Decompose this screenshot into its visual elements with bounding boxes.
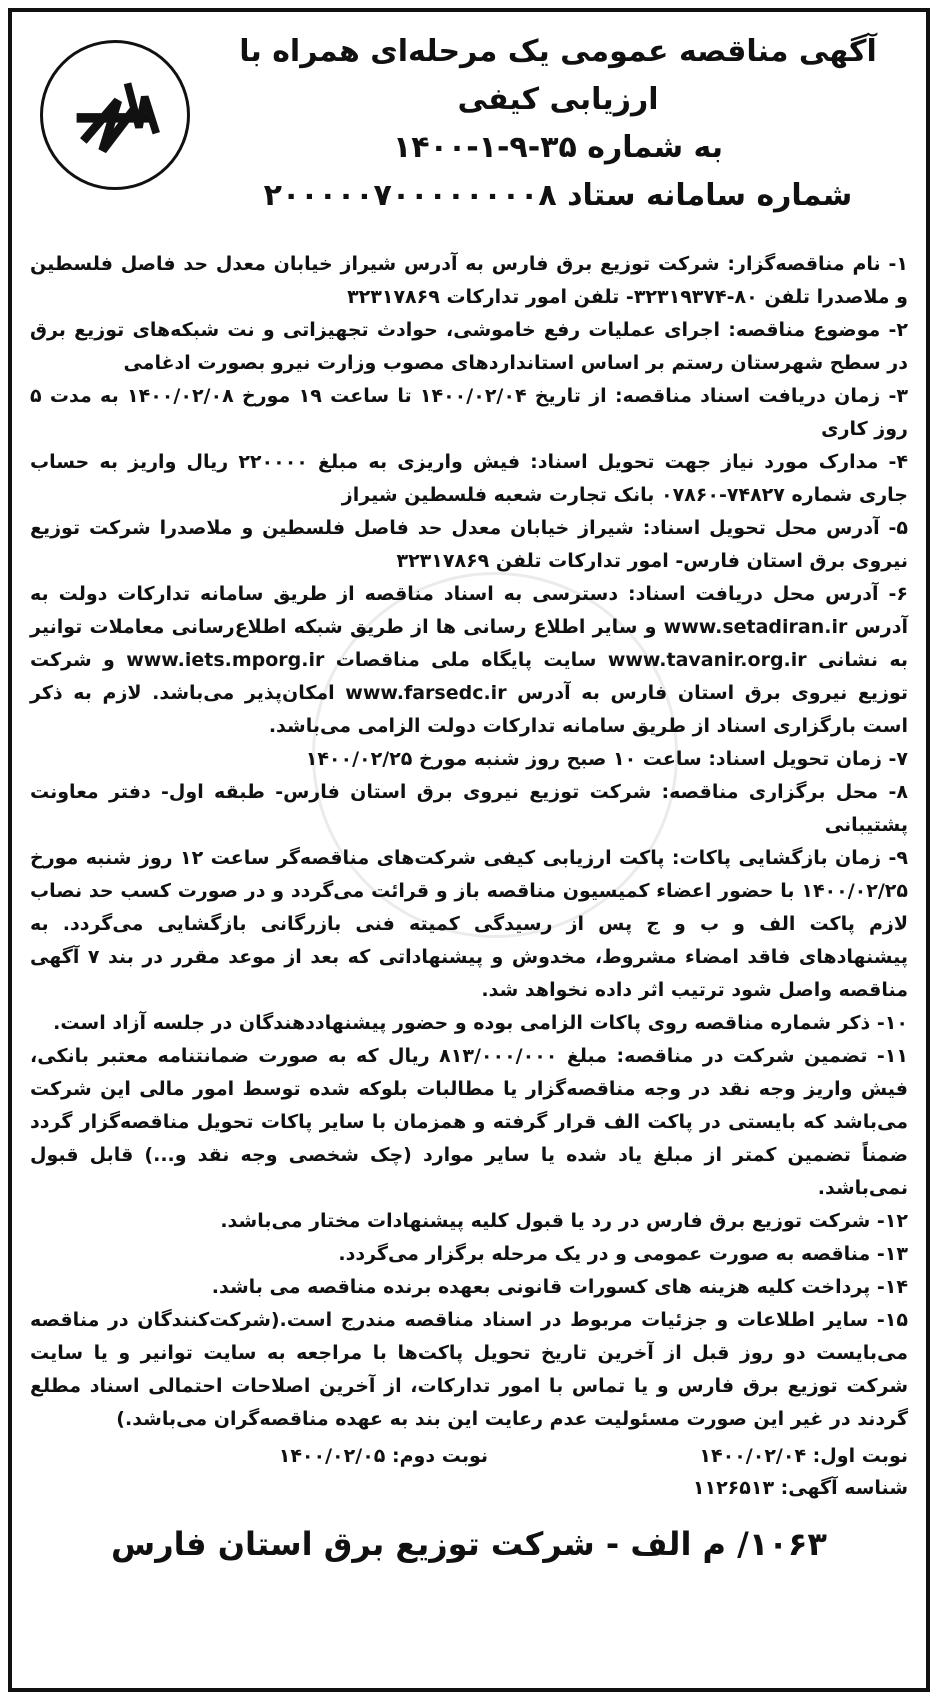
notice-frame [8,8,930,1692]
notice-item-5: ۵- آدرس محل تحویل اسناد: شیراز خیابان معدل حد فاصل فلسطین و ملاصدرا شرکت توزیع نیروی برق استان فارس- امور تدارکات تلفن ۳۲۳۱۷۸۶۹ [30,517,908,572]
notice-item-13: ۱۳- مناقصه به صورت عمومی و در یک مرحله برگزار می‌گردد. [338,1243,908,1265]
first-publication-date: نوبت اول: ۱۴۰۰/۰۲/۰۴ [699,1445,908,1467]
notice-item-7: ۷- زمان تحویل اسناد: ساعت ۱۰ صبح روز شنبه مورخ ۱۴۰۰/۰۲/۲۵ [305,748,908,770]
notice-item-8: ۸- محل برگزاری مناقصه: شرکت توزیع نیروی برق استان فارس- طبقه اول- دفتر معاونت پشتیبانی [30,781,908,836]
notice-title-line-1: آگهی مناقصه عمومی یک مرحله‌ای همراه با [239,34,877,69]
notice-item-12: ۱۲- شرکت توزیع برق فارس در رد یا قبول کلیه پیشنهادات مختار می‌باشد. [220,1210,908,1232]
notice-item-10: ۱۰- ذکر شماره مناقصه روی پاکات الزامی بوده و حضور پیشنهاددهندگان در جلسه آزاد است. [53,1012,908,1034]
notice-id: شناسه آگهی: ۱۱۲۶۵۱۳ [692,1477,908,1499]
company-logo [40,40,190,190]
tender-number: به شماره ۳۵-۹-۱-۱۴۰۰ [392,130,724,165]
notice-item-3: ۳- زمان دریافت اسناد مناقصه: از تاریخ ۱۴۰۰/۰۲/۰۴ تا ساعت ۱۹ مورخ ۱۴۰۰/۰۲/۰۸ به مدت ۵ روز کاری [30,385,908,440]
second-publication-date: نوبت دوم: ۱۴۰۰/۰۲/۰۵ [278,1445,488,1467]
notice-title-line-2: ارزیابی کیفی [457,82,659,117]
notice-title-block [208,28,908,220]
notice-item-9: ۹- زمان بازگشایی پاکات: پاکت ارزیابی کیفی شرکت‌های مناقصه‌گر ساعت ۱۲ روز شنبه مورخ ۱۴۰۰/۰۲/۲۵ با حضور اعضاء کمیسیون مناقصه باز و قرائت می‌گردد و در صورت کسب حد نصاب لازم پاکت الف و ب و ج پس از رسیدگی کمیته فنی بازرگانی بازگشایی می‌گردد. به پیشنهادهای فاقد امضاء مشروط، مخدوش و پیشنهاداتی که بعد از موعد مقرر در بند ۷ آگهی مناقصه واصل شود ترتیب اثر داده نخواهد شد. [30,847,908,1001]
notice-item-1: ۱- نام مناقصه‌گزار: شرکت توزیع برق فارس به آدرس شیراز خیابان معدل حد فاصل فلسطین و ملاصدرا تلفن ۸۰-۳۲۳۱۹۳۷۴- تلفن امور تدارکات ۳۲۳۱۷۸۶۹ [30,253,908,308]
notice-item-15: ۱۵- سایر اطلاعات و جزئیات مربوط در اسناد مناقصه مندرج است.(شرکت‌کنندگان در مناقصه می‌بایست دو روز قبل از آخرین تاریخ تحویل پاکت‌ها با مراجعه به سایت توانیر و یا سایت شرکت توزیع برق فارس و یا تماس با امور تدارکات، از آخرین اصلاحات احتمالی اسناد مطلع گردند در غیر این صورت مسئولیت عدم رعایت این بند به عهده مناقصه‌گران می‌باشد.) [30,1309,908,1430]
notice-header [30,28,908,248]
publication-meta [30,1440,908,1504]
notice-item-4: ۴- مدارک مورد نیاز جهت تحویل اسناد: فیش واریزی به مبلغ ۲۲۰۰۰۰ ریال واریز به حساب جاری شماره ۷۴۸۲۷-۰۷۸۶۰ بانک تجارت شعبه فلسطین شیراز [30,451,908,506]
notice-signature: ۱۰۶۳/ م الف - شرکت توزیع برق استان فارس [111,1525,827,1563]
notice-item-2: ۲- موضوع مناقصه: اجرای عملیات رفع خاموشی، حوادث تجهیزاتی و نت شبکه‌های توزیع برق در سطح شهرستان رستم بر اساس استانداردهای مصوب وزارت نیرو بصورت ادغامی [30,319,908,374]
notice-body [30,248,908,1436]
notice-item-11: ۱۱- تضمین شرکت در مناقصه: مبلغ ۸۱۳/۰۰۰/۰۰۰ ریال که به صورت ضمانتنامه معتبر بانکی، فیش واریز وجه نقد در وجه مناقصه‌گزار یا مطالبات بلوکه شده توسط امور مالی این شرکت می‌باشد که بایستی در پاکت الف قرار گرفته و همزمان با سایر پاکات تحویل مناقصه‌گزار گردد ضمناً تضمین کمتر از مبلغ یاد شده یا سایر موارد (چک شخصی وجه نقد و...) قابل قبول نمی‌باشد. [30,1045,908,1199]
setad-number: شماره سامانه ستاد ۲۰۰۰۰۰۷۰۰۰۰۰۰۰۰۸ [263,178,853,213]
notice-item-14: ۱۴- پرداخت کلیه هزینه های کسورات قانونی بعهده برنده مناقصه می باشد. [211,1276,908,1298]
notice-item-6: ۶- آدرس محل دریافت اسناد: دسترسی به اسناد مناقصه از طریق سامانه تدارکات دولت به آدرس www.setadiran.ir و سایر اطلاع رسانی ها از طریق شبکه اطلاع‌رسانی معاملات توانیر به نشانی www.tavanir.org.ir سایت پایگاه ملی مناقصات www.iets.mporg.ir و شرکت توزیع نیروی برق استان فارس به آدرس www.farsedc.ir امکان‌پذیر می‌باشد. لازم به ذکر است بارگزاری اسناد از طریق سامانه تدارکات دولت الزامی می‌باشد. [30,583,909,737]
notice-content [30,28,908,1672]
